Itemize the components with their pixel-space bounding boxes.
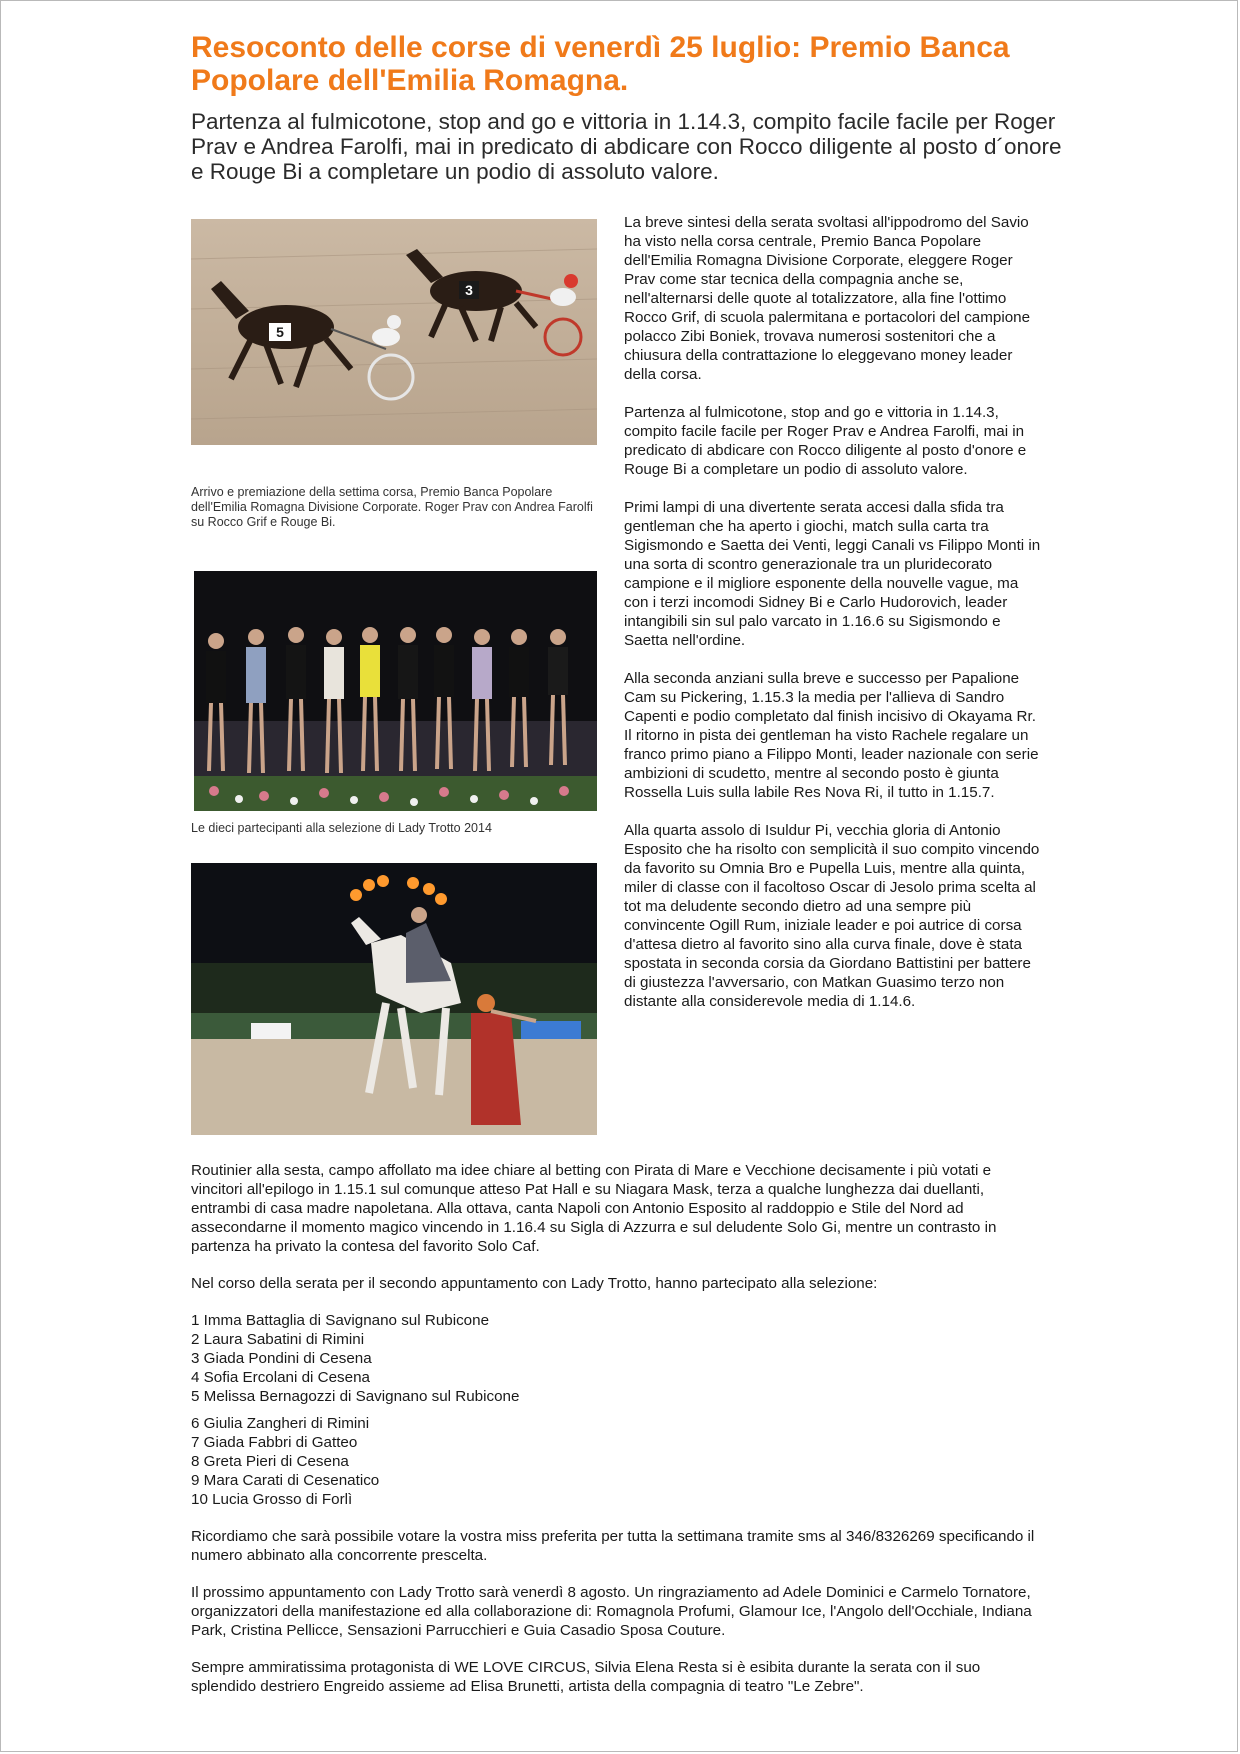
photo-harness-race [191,219,597,445]
paragraph: Ricordiamo che sarà possibile votare la vostra miss preferita per tutta la settimana tramite sms al 346/8326269 specificando il numero abbinato alla concorrente prescelta. [191,1528,1035,1564]
list-item: 1 Imma Battaglia di Savignano sul Rubicone [191,1312,490,1329]
paragraph: Sempre ammiratissima protagonista di WE LOVE CIRCUS, Silvia Elena Resta si è esibita durante la serata con il suo splendido destriero Engreido assieme ad Elisa Brunetti, artista della compagnia di teatro "Le Zebre". [191,1659,981,1695]
list-item: 10 Lucia Grosso di Forlì [191,1491,353,1508]
list-item: 3 Giada Pondini di Cesena [191,1350,372,1367]
paragraph: Partenza al fulmicotone, stop and go e vittoria in 1.14.3, compito facile facile per Roger Prav e Andrea Farolfi, mai in predicato di abdicare con Rocco diligente al posto d'onore e Rouge Bi a completare un podio di assoluto valore. [624,404,1027,478]
horse-number-3: 3 [465,282,473,298]
right-column-text [624,213,1046,1030]
list-item: 5 Melissa Bernagozzi di Savignano sul Rubicone [191,1388,520,1405]
list-item: 9 Mara Carati di Cesenatico [191,1472,380,1489]
paragraph: Routinier alla sesta, campo affollato ma idee chiare al betting con Pirata di Mare e Vecchione decisamente i più votati e vincitori all'epilogo in 1.15.1 sul comunque atteso Pat Hall e su Niagara Mask, terza a qualche lunghezza dai duellanti, entrambi di casa madre napoletana. Alla ottava, canta Napoli con Antonio Esposito al raddoppio e Stile del Nord ad assecondarne il momento magico vincendo in 1.16.4 su Sigla di Azzurra e sul deludente Solo Gi, mentre un contrasto in partenza ha privato la contesa del favorito Solo Caf. [191,1162,997,1255]
paragraph: Alla seconda anziani sulla breve e successo per Papalione Cam su Pickering, 1.15.3 la media per l'allieva di Sandro Capenti e podio completato dal finish incisivo di Okayama Rr. Il ritorno in pista dei gentleman ha visto Rachele regalare un franco primo piano a Filippo Monti, leader nazionale con serie ambizioni di scudetto, mentre al secondo posto è giunta Rossella Luis sulla labile Res Nova Ri, il tutto in 1.15.7. [624,670,1039,801]
photo-lady-trotto-contestants [194,571,597,811]
photo-horse-show [191,863,597,1135]
paragraph: Primi lampi di una divertente serata accesi dalla sfida tra gentleman che ha aperto i giochi, match sulla carta tra Sigismondo e Saetta dei Venti, leggi Canali vs Filippo Monti in una sorta di scontro generazionale tra un pluridecorato campione e il migliore esponente della nouvelle vague, ma con i terzi incomodi Sidney Bi e Carlo Hudorovich, leader intangibili sin sul palo varcato in 1.16.6 su Sigismondo e Saetta nell'ordine. [624,499,1041,649]
article-title: Resoconto delle corse di venerdì 25 luglio: Premio Banca Popolare dell'Emilia Romagna. [191,31,1010,97]
full-width-text [191,1161,1046,1714]
paragraph: Il prossimo appuntamento con Lady Trotto sarà venerdì 8 agosto. Un ringraziamento ad Adele Dominici e Carmelo Tornatore, organizzatori della manifestazione ed alla collaborazione di: Romagnola Profumi, Glamour Ice, l'Angolo dell'Occhiale, Indiana Park, Cristina Pellicce, Sensazioni Parrucchieri e Guia Casadio Sposa Couture. [191,1584,1032,1639]
contestant-list [191,1414,1046,1509]
paragraph: Nel corso della serata per il secondo appuntamento con Lady Trotto, hanno partecipato alla selezione: [191,1275,878,1292]
list-item: 4 Sofia Ercolani di Cesena [191,1369,370,1386]
paragraph: La breve sintesi della serata svoltasi all'ippodromo del Savio ha visto nella corsa centrale, Premio Banca Popolare dell'Emilia Romagna Divisione Corporate, eleggere Roger Prav come star tecnica della compagnia anche se, nell'alternarsi delle quote al totalizzatore, alla fine l'ottimo Rocco Grif, di scuola palermitana e portacolori del campione polacco Zibi Boniek, trovava numerosi sostenitori che a chiusura della contrattazione lo eleggevano money leader della corsa. [624,214,1031,383]
list-item: 2 Laura Sabatini di Rimini [191,1331,365,1348]
list-item: 8 Greta Pieri di Cesena [191,1453,349,1470]
paragraph: Alla quarta assolo di Isuldur Pi, vecchia gloria di Antonio Esposito che ha risolto con semplicità il suo compito vincendo da favorito su Omnia Bro e Pupella Luis, mentre alla quinta, miler di classe con il facoltoso Oscar di Jesolo prima scelta al tot ma deludente secondo dietro ad una sempre più convincente Ogill Rum, iniziale leader e poi autrice di corsa d'attesa dietro al favorito sino alla curva finale, dove è stata spostata in seconda corsia da Giordano Battistini per battere di giustezza l'avversario, con Matkan Guasimo terzo non distante alla considerevole media di 1.14.6. [624,822,1040,1010]
horse-number-5: 5 [276,324,284,340]
list-item: 6 Giulia Zangheri di Rimini [191,1415,370,1432]
photo-caption-race: Arrivo e premiazione della settima corsa, Premio Banca Popolare dell'Emilia Romagna Divisione Corporate. Roger Prav con Andrea Farolfi su Rocco Grif e Rouge Bi. [191,485,593,529]
article-subtitle: Partenza al fulmicotone, stop and go e vittoria in 1.14.3, compito facile facile per Roger Prav e Andrea Farolfi, mai in predicato di abdicare con Rocco diligente al posto d´onore e Rouge Bi a completare un podio di assoluto valore. [191,109,1062,184]
photo-caption-contestants: Le dieci partecipanti alla selezione di Lady Trotto 2014 [191,821,492,835]
contestant-list [191,1311,1046,1406]
list-item: 7 Giada Fabbri di Gatteo [191,1434,358,1451]
